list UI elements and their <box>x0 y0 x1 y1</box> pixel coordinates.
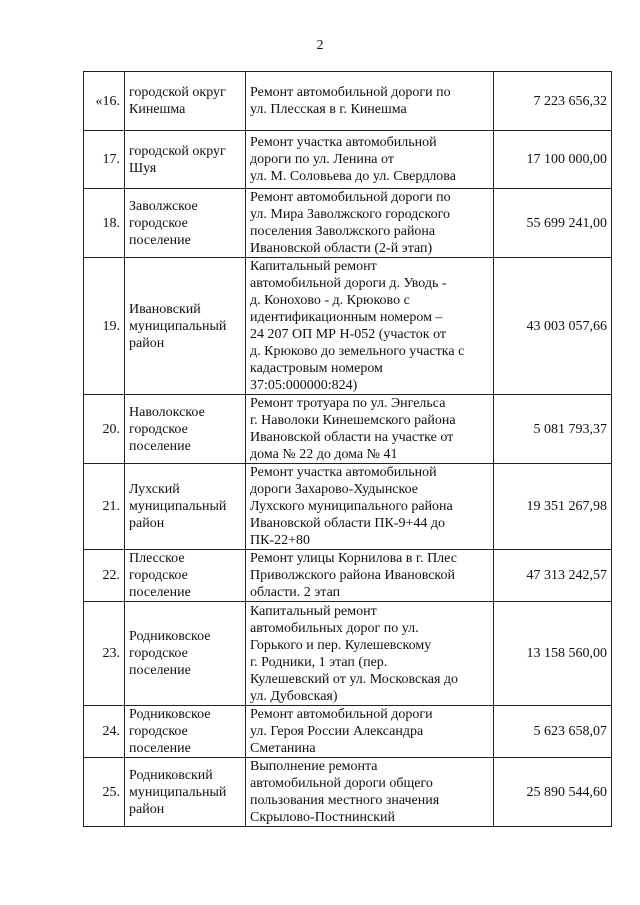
table-body <box>84 72 612 827</box>
work-description-line: пользования местного значения <box>250 793 440 808</box>
work-description-cell <box>246 550 494 602</box>
work-description-line: дороги Захарово-Худынское <box>250 482 418 497</box>
work-description-line: дома № 22 до дома № 41 <box>250 447 398 462</box>
municipality-line: городское <box>129 724 188 739</box>
municipality-line: Лухский <box>129 482 180 497</box>
page-number: 2 <box>316 38 324 53</box>
amount-cell: 13 158 560,00 <box>494 602 612 706</box>
municipality-cell <box>125 602 246 706</box>
work-description-line: г. Наволоки Кинешемского района <box>250 413 456 428</box>
work-description-line: Ивановской области на участке от <box>250 430 454 445</box>
work-description-line: ПК-22+80 <box>250 533 311 548</box>
amount-cell: 5 623 658,07 <box>494 706 612 758</box>
work-description-line: ул. Героя России Александра <box>250 724 424 739</box>
municipality-line: муниципальный <box>129 318 227 334</box>
work-description-line: ул. Плесская в г. Кинешма <box>250 102 407 117</box>
work-description-cell <box>246 258 494 395</box>
work-description-line: Выполнение ремонта <box>250 759 378 774</box>
table-row <box>84 602 612 706</box>
work-description-line: Ремонт автомобильной дороги по <box>250 85 451 100</box>
work-description-line: поселения Заволжского района <box>250 224 436 239</box>
work-description-line: Ремонт тротуара по ул. Энгельса <box>250 396 446 411</box>
municipality-line: поселение <box>129 438 191 454</box>
amount-cell: 19 351 267,98 <box>494 464 612 550</box>
work-description-line: ул. Дубовская) <box>250 688 338 704</box>
municipality-line: Плесское <box>129 551 185 566</box>
work-description-cell <box>246 706 494 758</box>
work-description-line: Ремонт участка автомобильной <box>250 465 437 480</box>
table-row <box>84 131 612 189</box>
amount-cell: 17 100 000,00 <box>494 131 612 189</box>
amount-cell: 47 313 242,57 <box>494 550 612 602</box>
work-description-line: Ивановской области ПК-9+44 до <box>250 516 445 531</box>
work-description-line: Ивановской области (2-й этап) <box>250 241 433 256</box>
work-description-line: д. Конохово - д. Крюково с <box>250 293 410 308</box>
municipality-line: Родниковский <box>129 767 213 783</box>
work-description-line: д. Крюково до земельного участка с <box>250 344 465 359</box>
work-description-line: Ремонт участка автомобильной <box>250 135 437 150</box>
municipality-line: поселение <box>129 232 191 248</box>
row-number: 18. <box>84 189 125 258</box>
work-description-cell <box>246 72 494 131</box>
municipality-line: муниципальный <box>129 499 227 514</box>
municipality-line: городское <box>129 215 188 231</box>
municipality-line: район <box>129 801 165 817</box>
work-description-line: Капитальный ремонт <box>250 259 377 274</box>
amount-cell: 5 081 793,37 <box>494 395 612 464</box>
row-number: «16. <box>84 72 125 131</box>
table-row <box>84 706 612 758</box>
work-description-cell <box>246 464 494 550</box>
municipality-cell <box>125 131 246 189</box>
row-number: 22. <box>84 550 125 602</box>
table-row <box>84 550 612 602</box>
municipality-cell <box>125 189 246 258</box>
work-description-line: автомобильных дорог по ул. <box>250 620 419 636</box>
work-description-line: Капитальный ремонт <box>250 603 377 619</box>
work-description-line: кадастровым номером <box>250 361 383 376</box>
municipality-line: поселение <box>129 741 191 756</box>
work-description-cell <box>246 395 494 464</box>
municipality-cell <box>125 706 246 758</box>
row-number: 20. <box>84 395 125 464</box>
row-number: 24. <box>84 706 125 758</box>
work-description-cell <box>246 189 494 258</box>
municipality-line: поселение <box>129 663 191 678</box>
municipality-line: городское <box>129 646 188 661</box>
municipality-line: Наволокское <box>129 404 205 420</box>
municipality-cell <box>125 395 246 464</box>
work-description-line: г. Родники, 1 этап (пер. <box>250 654 388 670</box>
municipality-line: муниципальный <box>129 784 227 800</box>
row-number: 17. <box>84 131 125 189</box>
table-row <box>84 189 612 258</box>
table-row <box>84 72 612 131</box>
municipality-cell <box>125 258 246 395</box>
table-row <box>84 258 612 395</box>
row-number: 19. <box>84 258 125 395</box>
municipality-line: городское <box>129 568 188 583</box>
municipality-cell <box>125 550 246 602</box>
municipality-line: поселение <box>129 585 191 600</box>
work-description-line: Кулешевский от ул. Московская до <box>250 671 459 687</box>
work-description-line: Ремонт автомобильной дороги <box>250 707 433 722</box>
work-description-line: дороги по ул. Ленина от <box>250 152 394 167</box>
municipality-cell <box>125 72 246 131</box>
work-description-cell <box>246 602 494 706</box>
work-description-line: Скрылово-Постнинский <box>250 810 395 825</box>
table-row <box>84 464 612 550</box>
work-description-line: ул. Мира Заволжского городского <box>250 207 450 222</box>
municipality-line: Кинешма <box>129 102 186 117</box>
amount-cell: 7 223 656,32 <box>494 72 612 131</box>
municipality-line: городской округ <box>129 85 226 100</box>
work-description-line: Сметанина <box>250 741 316 756</box>
municipality-cell <box>125 758 246 827</box>
work-description-line: 24 207 ОП МР Н-052 (участок от <box>250 327 447 342</box>
work-description-line: ул. М. Соловьева до ул. Свердлова <box>250 169 456 184</box>
work-description-line: 37:05:000000:824) <box>250 378 358 393</box>
municipality-line: Родниковское <box>129 629 211 644</box>
work-description-line: Ремонт улицы Корнилова в г. Плес <box>250 551 457 566</box>
work-description-line: Лухского муниципального района <box>250 499 453 514</box>
work-description-line: Ремонт автомобильной дороги по <box>250 190 451 205</box>
work-description-line: области. 2 этап <box>250 585 341 600</box>
municipality-line: район <box>129 335 165 351</box>
row-number: 23. <box>84 602 125 706</box>
funding-table <box>83 71 612 827</box>
work-description-line: автомобильной дороги общего <box>250 776 433 791</box>
municipality-cell <box>125 464 246 550</box>
row-number: 25. <box>84 758 125 827</box>
work-description-line: Приволжского района Ивановской <box>250 568 456 583</box>
municipality-line: Ивановский <box>129 301 201 317</box>
amount-cell: 43 003 057,66 <box>494 258 612 395</box>
municipality-line: городское <box>129 421 188 437</box>
table-row <box>84 758 612 827</box>
work-description-cell <box>246 131 494 189</box>
amount-cell: 55 699 241,00 <box>494 189 612 258</box>
amount-cell: 25 890 544,60 <box>494 758 612 827</box>
municipality-line: Шуя <box>129 160 157 176</box>
municipality-line: городской округ <box>129 143 226 159</box>
municipality-line: Родниковское <box>129 707 211 722</box>
municipality-line: Заволжское <box>129 198 198 214</box>
work-description-cell <box>246 758 494 827</box>
municipality-line: район <box>129 516 165 531</box>
row-number: 21. <box>84 464 125 550</box>
work-description-line: Горького и пер. Кулешевскому <box>250 637 432 653</box>
table-row <box>84 395 612 464</box>
work-description-line: автомобильной дороги д. Уводь - <box>250 276 447 291</box>
work-description-line: идентификационным номером – <box>250 310 443 325</box>
